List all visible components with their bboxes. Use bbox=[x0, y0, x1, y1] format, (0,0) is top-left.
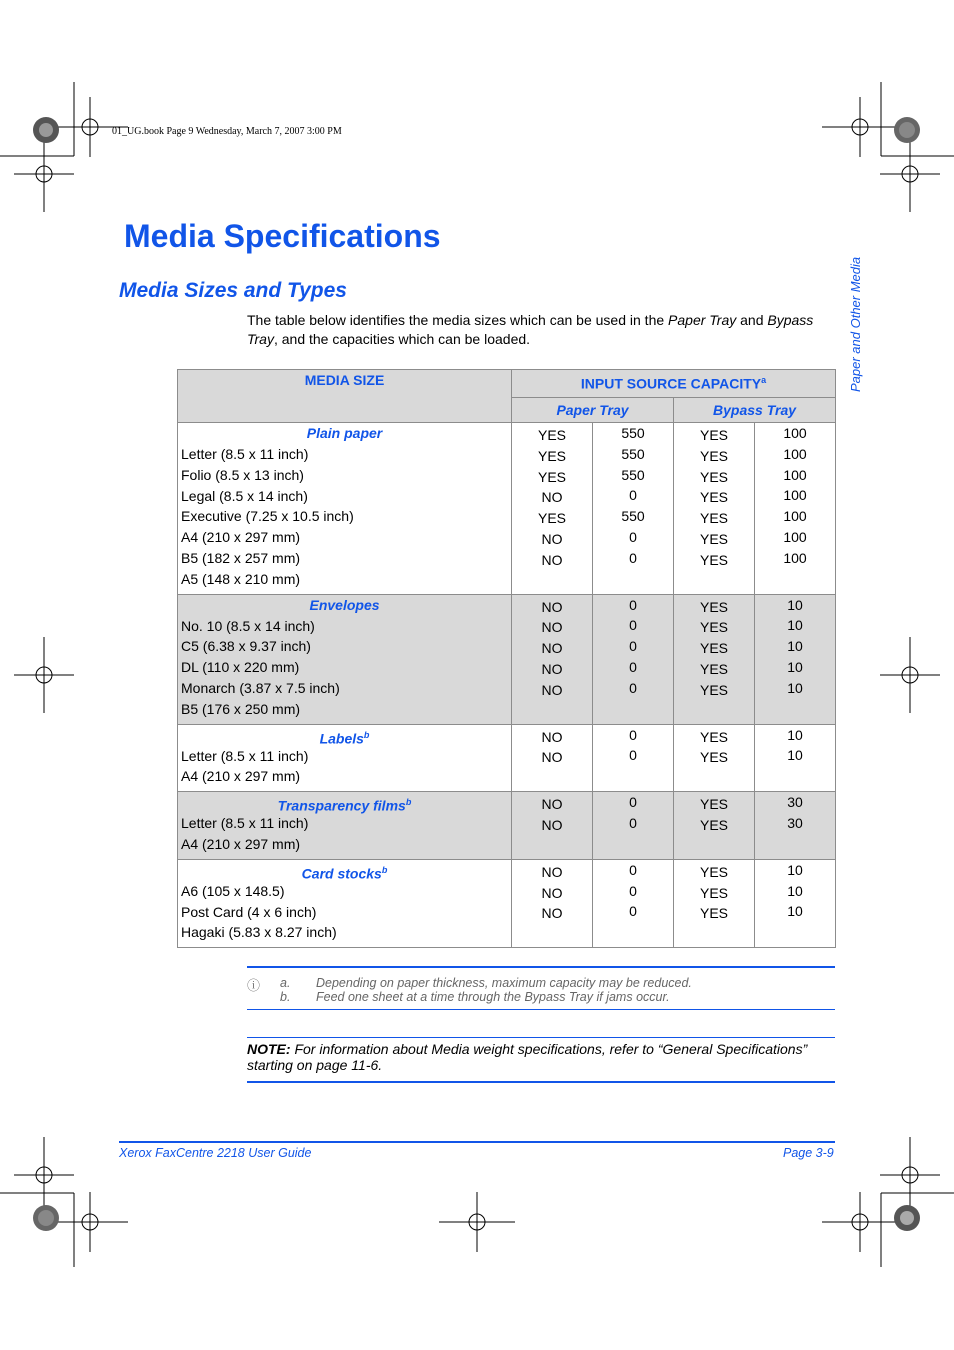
paper-yn-value: NO bbox=[541, 530, 563, 547]
table-row bbox=[178, 792, 836, 860]
paper-cap-value: 0 bbox=[629, 596, 637, 613]
paper-yn-value: NO bbox=[541, 796, 563, 813]
note-label: NOTE: bbox=[247, 1041, 291, 1057]
header-media-size bbox=[178, 370, 512, 423]
paper-cap-value: 0 bbox=[629, 658, 637, 675]
category-name: Envelopes bbox=[309, 596, 380, 613]
note-text: For information about Media weight specifications, refer to “General Specifications” starting on page 11-6. bbox=[247, 1041, 808, 1073]
paper-yn-value: NO bbox=[541, 863, 563, 880]
paper-yn-value: NO bbox=[541, 660, 563, 677]
table-body bbox=[178, 423, 836, 948]
bypass-yn-value: YES bbox=[699, 660, 728, 677]
bypass-cap-cell bbox=[755, 724, 836, 792]
paper-yn-value: NO bbox=[541, 489, 563, 506]
category-label bbox=[178, 792, 511, 813]
bypass-cap-value: 10 bbox=[787, 638, 803, 655]
info-icon: ⓘ bbox=[247, 978, 261, 993]
bypass-cap-value: 10 bbox=[787, 596, 803, 613]
bypass-yn-value: YES bbox=[699, 619, 728, 636]
media-size-item: A4 (210 x 297 mm) bbox=[181, 529, 301, 546]
bypass-cap-value: 10 bbox=[787, 679, 803, 696]
footer-page-number: Page 3-9 bbox=[783, 1146, 834, 1160]
media-size-item: Monarch (3.87 x 7.5 inch) bbox=[181, 679, 340, 696]
paper-cap-value: 0 bbox=[629, 528, 637, 545]
paper-yn-cell bbox=[512, 594, 593, 724]
paper-yn-cell bbox=[512, 423, 593, 595]
bypass-cap-value: 100 bbox=[783, 445, 807, 462]
bypass-yn-value: YES bbox=[699, 551, 728, 568]
bypass-cap-value: 10 bbox=[787, 903, 803, 920]
note-top-rule bbox=[247, 1037, 835, 1038]
paper-yn-value: NO bbox=[541, 905, 563, 922]
media-size-cell bbox=[178, 859, 512, 947]
paper-yn-value: YES bbox=[537, 468, 566, 485]
footnote-a-letter: a. bbox=[280, 976, 291, 990]
category-name: Labels bbox=[319, 730, 364, 747]
page-title: Media Specifications bbox=[124, 218, 441, 254]
bypass-cap-cell bbox=[755, 859, 836, 947]
table-row bbox=[178, 724, 836, 792]
footnote-ref-a: a bbox=[761, 374, 767, 385]
paper-cap-value: 0 bbox=[629, 814, 637, 831]
table-row bbox=[178, 594, 836, 724]
media-size-item: Executive (7.25 x 10.5 inch) bbox=[181, 508, 354, 525]
paper-cap-value: 0 bbox=[629, 726, 637, 743]
category-name: Card stocks bbox=[301, 865, 382, 882]
paper-cap-value: 0 bbox=[629, 861, 637, 878]
media-table bbox=[177, 369, 836, 948]
paper-yn-cell bbox=[512, 792, 593, 860]
media-size-cell bbox=[178, 594, 512, 724]
bypass-yn-value: YES bbox=[699, 728, 728, 745]
footnote-ref: b bbox=[363, 729, 370, 740]
media-size-cell bbox=[178, 724, 512, 792]
header-input-source-label: INPUT SOURCE CAPACITY bbox=[580, 375, 762, 392]
bypass-cap-value: 30 bbox=[787, 814, 803, 831]
bypass-cap-value: 10 bbox=[787, 617, 803, 634]
bypass-cap-value: 100 bbox=[783, 528, 807, 545]
paper-cap-value: 0 bbox=[629, 747, 637, 764]
footnote-b-text: Feed one sheet at a time through the Bypass Tray if jams occur. bbox=[316, 990, 670, 1004]
footnote-ref: b bbox=[381, 864, 388, 875]
bypass-yn-value: YES bbox=[699, 598, 728, 615]
media-size-item: A4 (210 x 297 mm) bbox=[181, 768, 301, 785]
bypass-cap-value: 100 bbox=[783, 425, 807, 441]
paper-cap-cell bbox=[593, 423, 674, 595]
media-size-item: B5 (182 x 257 mm) bbox=[181, 549, 301, 566]
bypass-cap-value: 100 bbox=[783, 508, 807, 525]
media-size-item: Folio (8.5 x 13 inch) bbox=[181, 466, 304, 483]
bypass-cap-value: 100 bbox=[783, 487, 807, 504]
media-size-item: No. 10 (8.5 x 14 inch) bbox=[181, 617, 315, 634]
bypass-cap-value: 10 bbox=[787, 747, 803, 764]
bypass-cap-value: 10 bbox=[787, 882, 803, 899]
bypass-yn-value: YES bbox=[699, 468, 728, 485]
bypass-yn-cell bbox=[674, 792, 755, 860]
footer-rule bbox=[119, 1141, 835, 1143]
bypass-yn-value: YES bbox=[699, 640, 728, 657]
paper-yn-value: YES bbox=[537, 447, 566, 464]
paper-cap-value: 550 bbox=[621, 425, 645, 441]
bypass-yn-value: YES bbox=[699, 905, 728, 922]
footnote-bottom-rule bbox=[247, 1009, 835, 1010]
bypass-yn-value: YES bbox=[699, 681, 728, 698]
bypass-cap-value: 30 bbox=[787, 794, 803, 811]
paper-yn-value: NO bbox=[541, 884, 563, 901]
paper-cap-value: 0 bbox=[629, 487, 637, 504]
footnote-ref: b bbox=[405, 797, 412, 808]
bypass-yn-cell bbox=[674, 423, 755, 595]
footnote-a-text: Depending on paper thickness, maximum capacity may be reduced. bbox=[316, 976, 692, 990]
category-label bbox=[178, 423, 511, 444]
paper-yn-value: YES bbox=[537, 510, 566, 527]
bypass-cap-cell bbox=[755, 423, 836, 595]
paper-cap-value: 0 bbox=[629, 794, 637, 811]
category-name: Plain paper bbox=[306, 425, 383, 441]
paper-cap-cell bbox=[593, 859, 674, 947]
media-size-item: Legal (8.5 x 14 inch) bbox=[181, 487, 308, 504]
bypass-cap-value: 100 bbox=[783, 549, 807, 566]
paper-yn-value: NO bbox=[541, 551, 563, 568]
footnote-top-rule bbox=[247, 966, 835, 968]
note-bottom-rule bbox=[247, 1081, 835, 1083]
media-size-item: A4 (210 x 297 mm) bbox=[181, 835, 301, 852]
bypass-yn-value: YES bbox=[699, 749, 728, 766]
bypass-cap-value: 10 bbox=[787, 726, 803, 743]
paper-cap-value: 0 bbox=[629, 679, 637, 696]
intro-and: and bbox=[736, 312, 768, 328]
paper-cap-value: 550 bbox=[621, 445, 645, 462]
media-size-item: Hagaki (5.83 x 8.27 inch) bbox=[181, 924, 337, 941]
bypass-cap-value: 10 bbox=[787, 658, 803, 675]
header-bypass-tray: Bypass Tray bbox=[674, 397, 836, 422]
media-size-item: A6 (105 x 148.5) bbox=[181, 882, 285, 899]
media-size-item: B5 (176 x 250 mm) bbox=[181, 700, 301, 717]
paper-yn-value: NO bbox=[541, 816, 563, 833]
bypass-yn-value: YES bbox=[699, 796, 728, 813]
paper-yn-cell bbox=[512, 859, 593, 947]
paper-cap-cell bbox=[593, 724, 674, 792]
bypass-yn-value: YES bbox=[699, 427, 728, 443]
paper-yn-value: NO bbox=[541, 749, 563, 766]
paper-yn-value: NO bbox=[541, 681, 563, 698]
table-row bbox=[178, 859, 836, 947]
bypass-yn-value: YES bbox=[699, 816, 728, 833]
media-size-cell bbox=[178, 792, 512, 860]
bypass-yn-value: YES bbox=[699, 510, 728, 527]
paper-cap-value: 0 bbox=[629, 903, 637, 920]
intro-text-1: The table below identifies the media sizes which can be used in the bbox=[247, 312, 669, 328]
note-box bbox=[247, 1041, 837, 1073]
bypass-yn-value: YES bbox=[699, 863, 728, 880]
bypass-yn-cell bbox=[674, 859, 755, 947]
category-label bbox=[178, 725, 511, 746]
paper-yn-value: NO bbox=[541, 598, 563, 615]
intro-bypass-tray: Bypass Tray bbox=[247, 312, 814, 347]
bypass-cap-value: 100 bbox=[783, 466, 807, 483]
bypass-cap-value: 10 bbox=[787, 861, 803, 878]
paper-cap-value: 550 bbox=[621, 466, 645, 483]
category-name: Transparency films bbox=[277, 797, 406, 814]
paper-cap-value: 550 bbox=[621, 508, 645, 525]
header-paper-tray: Paper Tray bbox=[512, 397, 674, 422]
paper-yn-cell bbox=[512, 724, 593, 792]
media-size-item: Post Card (4 x 6 inch) bbox=[181, 903, 317, 920]
media-size-item: Letter (8.5 x 11 inch) bbox=[181, 446, 309, 462]
bypass-cap-cell bbox=[755, 594, 836, 724]
media-size-item: A5 (148 x 210 mm) bbox=[181, 570, 301, 587]
bypass-yn-value: YES bbox=[699, 530, 728, 547]
category-label bbox=[178, 595, 511, 616]
section-title: Media Sizes and Types bbox=[119, 279, 347, 302]
side-tab-label: Paper and Other Media bbox=[848, 256, 863, 392]
paper-cap-value: 0 bbox=[629, 882, 637, 899]
print-header: 01_UG.book Page 9 Wednesday, March 7, 2007 3:00 PM bbox=[112, 126, 342, 137]
media-size-cell bbox=[178, 423, 512, 595]
bypass-yn-cell bbox=[674, 594, 755, 724]
category-label bbox=[178, 860, 511, 881]
intro-paragraph bbox=[247, 311, 835, 349]
intro-paper-tray: Paper Tray bbox=[668, 312, 737, 328]
bypass-yn-value: YES bbox=[699, 447, 728, 464]
paper-yn-value: NO bbox=[541, 728, 563, 745]
paper-cap-cell bbox=[593, 792, 674, 860]
paper-yn-value: NO bbox=[541, 619, 563, 636]
footnote-b-letter: b. bbox=[280, 990, 291, 1004]
paper-cap-value: 0 bbox=[629, 617, 637, 634]
media-size-item: Letter (8.5 x 11 inch) bbox=[181, 747, 309, 764]
bypass-yn-cell bbox=[674, 724, 755, 792]
table-row bbox=[178, 423, 836, 595]
footer-guide-title: Xerox FaxCentre 2218 User Guide bbox=[119, 1146, 312, 1160]
paper-yn-value: YES bbox=[537, 427, 566, 443]
paper-cap-value: 0 bbox=[629, 549, 637, 566]
intro-text-2: , and the capacities which can be loaded. bbox=[273, 331, 531, 347]
paper-yn-value: NO bbox=[541, 640, 563, 657]
bypass-cap-cell bbox=[755, 792, 836, 860]
media-size-item: DL (110 x 220 mm) bbox=[181, 659, 300, 676]
bypass-yn-value: YES bbox=[699, 884, 728, 901]
header-input-source bbox=[512, 370, 836, 398]
paper-cap-cell bbox=[593, 594, 674, 724]
media-size-item: C5 (6.38 x 9.37 inch) bbox=[181, 638, 311, 655]
media-size-item: Letter (8.5 x 11 inch) bbox=[181, 815, 309, 832]
header-media-size-label: MEDIA SIZE bbox=[304, 372, 385, 388]
paper-cap-value: 0 bbox=[629, 638, 637, 655]
bypass-yn-value: YES bbox=[699, 489, 728, 506]
